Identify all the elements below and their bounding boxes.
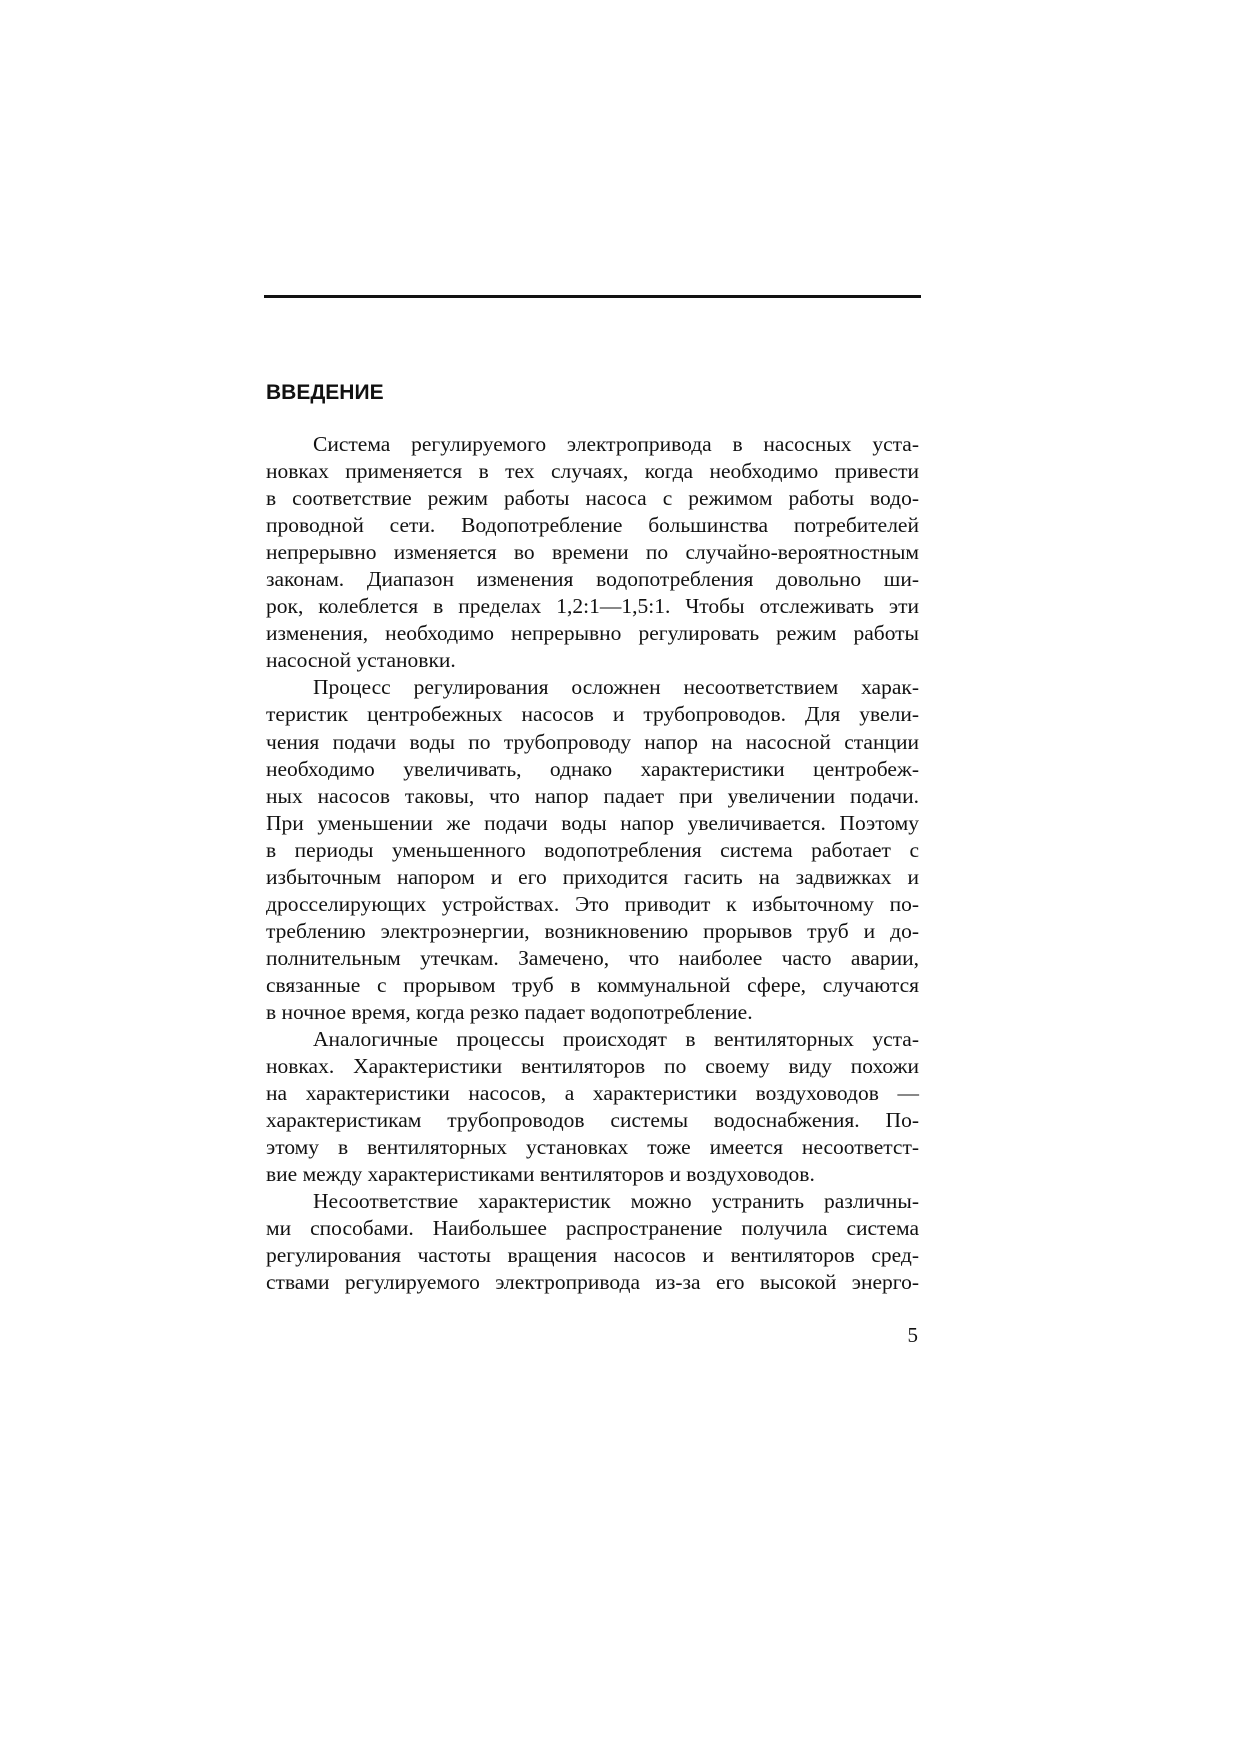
paragraph: [266, 674, 919, 1026]
text-line: Несоответствие характеристик можно устранить различны-: [313, 1189, 919, 1214]
text-line: изменения, необходимо непрерывно регулировать режим работы: [266, 621, 919, 646]
paragraph: [266, 1188, 919, 1296]
text-line: Система регулируемого электропривода в насосных уста-: [313, 432, 919, 456]
text-line: треблению электроэнергии, возникновению прорывов труб и до-: [266, 918, 919, 943]
paragraph: [266, 431, 919, 674]
header-rule: [264, 295, 921, 298]
text-line: в ночное время, когда резко падает водопотребление.: [266, 999, 753, 1024]
text-line: законам. Диапазон изменения водопотребления довольно ши-: [266, 567, 919, 592]
text-line: ми способами. Наибольшее распространение получила система: [266, 1216, 919, 1241]
text-line: в периоды уменьшенного водопотребления система работает с: [266, 837, 919, 862]
text-line: характеристикам трубопроводов системы водоснабжения. По-: [266, 1108, 919, 1133]
body-text: [266, 431, 919, 1297]
text-line: насосной установки.: [266, 648, 456, 673]
text-line: на характеристики насосов, а характеристики воздуховодов —: [266, 1081, 919, 1106]
text-line: регулирования частоты вращения насосов и вентиляторов сред-: [266, 1243, 919, 1268]
page-number: 5: [907, 1323, 918, 1347]
text-line: новках. Характеристики вентиляторов по своему виду похожи: [266, 1054, 919, 1079]
text-line: дросселирующих устройствах. Это приводит к избыточному по-: [266, 891, 919, 916]
paragraph: [266, 1026, 919, 1188]
text-line: полнительным утечкам. Замечено, что наиболее часто аварии,: [266, 945, 919, 970]
text-line: чения подачи воды по трубопроводу напор на насосной станции: [266, 729, 919, 754]
text-line: непрерывно изменяется во времени по случайно-вероятностным: [266, 540, 919, 565]
text-line: теристик центробежных насосов и трубопроводов. Для увели-: [266, 702, 919, 727]
text-line: рок, колеблется в пределах 1,2:1—1,5:1. Чтобы отслеживать эти: [266, 594, 919, 619]
text-line: При уменьшении же подачи воды напор увеличивается. Поэтому: [266, 810, 919, 835]
text-line: Процесс регулирования осложнен несоответствием харак-: [313, 675, 919, 700]
text-line: проводной сети. Водопотребление большинства потребителей: [266, 513, 919, 538]
text-line: ствами регулируемого электропривода из-за его высокой энерго-: [266, 1270, 919, 1295]
chapter-title: ВВЕДЕНИЕ: [266, 381, 384, 404]
text-line: необходимо увеличивать, однако характеристики центробеж-: [266, 756, 919, 781]
text-line: ных насосов таковы, что напор падает при увеличении подачи.: [266, 783, 919, 808]
text-line: связанные с прорывом труб в коммунальной сфере, случаются: [266, 972, 919, 997]
text-line: Аналогичные процессы происходят в вентиляторных уста-: [313, 1027, 919, 1052]
text-line: новках применяется в тех случаях, когда необходимо привести: [266, 459, 919, 484]
text-line: вие между характеристиками вентиляторов и воздуховодов.: [266, 1162, 815, 1187]
text-line: в соответствие режим работы насоса с режимом работы водо-: [266, 486, 919, 511]
text-line: этому в вентиляторных установках тоже имеется несоответст-: [266, 1135, 919, 1160]
text-line: избыточным напором и его приходится гасить на задвижках и: [266, 864, 919, 889]
